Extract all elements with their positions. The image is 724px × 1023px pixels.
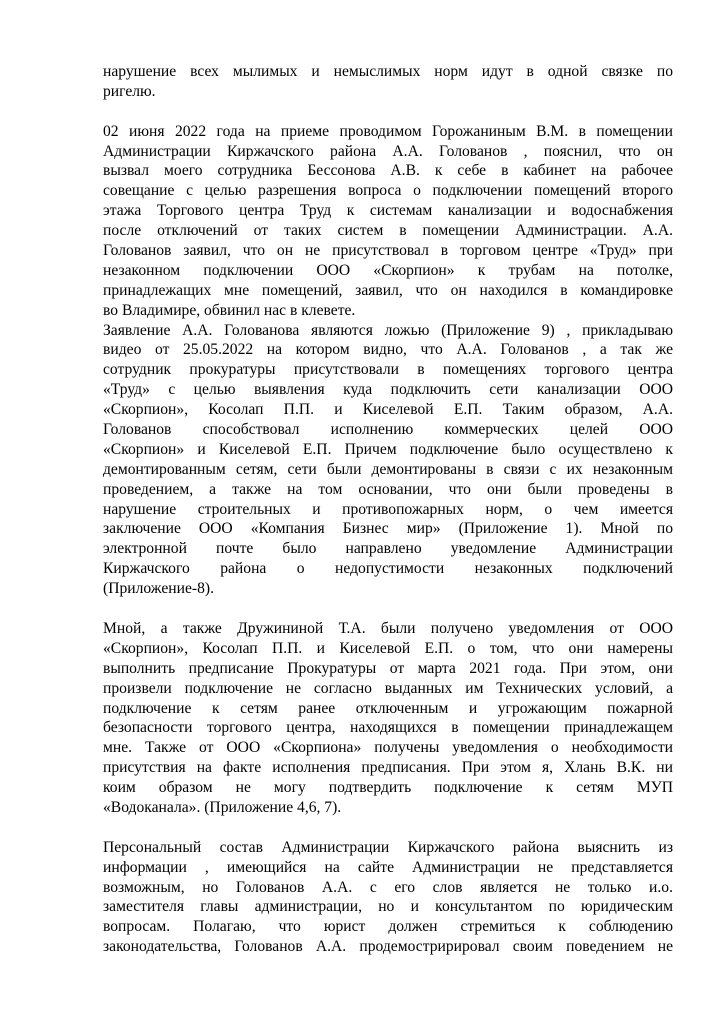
text-line: нарушение всех мылимых и немыслимых норм идут в одной связке по: [103, 63, 673, 80]
text-line: коим образом не могу подтвердить подключение к сетям МУП: [103, 779, 673, 797]
text-line: вопросам. Полагаю, что юрист должен стремиться к соблюдению: [103, 918, 673, 936]
paragraph-gap: [103, 599, 673, 619]
text-line: заместителя главы администрации, но и консультантом по юридическим: [103, 898, 673, 916]
text-line: «Скорпион», Косолап П.П. и Киселевой Е.П. о том, что они намерены: [103, 639, 673, 657]
paragraph: [103, 62, 673, 102]
text-line: сотрудник прокуратуры присутствовали в помещениях торгового центра: [103, 361, 673, 379]
paragraph-gap: [103, 102, 673, 122]
text-line: мне. Также от ООО «Скорпиона» получены уведомления о необходимости: [103, 739, 673, 757]
paragraph: [103, 838, 673, 957]
document-page: [103, 62, 673, 957]
paragraph-gap: [103, 818, 673, 838]
text-line: Голованов заявил, что он не присутствовал в торговом центре «Труд» при: [103, 242, 673, 260]
text-line: после отключений от таких систем в помещении Администрации. А.А.: [103, 222, 673, 240]
text-line: «Скорпион» и Киселевой Е.П. Причем подключение было осуществлено к: [103, 440, 673, 458]
paragraph: [103, 122, 673, 599]
text-line: электронной почте было направлено уведомление Администрации: [103, 540, 673, 558]
text-line: проведением, а также на том основании, что они были проведены в: [103, 480, 673, 498]
text-line: незаконном подключении ООО «Скорпион» к трубам на потолке,: [103, 261, 673, 279]
text-line: подключение к сетям ранее отключенным и угрожающим пожарной: [103, 699, 673, 717]
text-line: (Приложение-8).: [103, 580, 214, 598]
text-line: 02 июня 2022 года на приеме проводимом Горожаниным В.М. в помещении: [103, 122, 673, 140]
text-line: информации , имеющийся на сайте Администрации не представляется: [103, 858, 673, 876]
text-line: Персональный состав Администрации Киржачского района выяснить из: [103, 838, 673, 856]
text-line: «Скорпион», Косолап П.П. и Киселевой Е.П. Таким образом, А.А.: [103, 401, 673, 419]
text-line: ригелю.: [103, 82, 156, 100]
text-line: нарушение строительных и противопожарных норм, о чем имеется: [103, 500, 673, 518]
paragraph: [103, 619, 673, 818]
text-line: этажа Торгового центра Труд к системам канализации и водоснабжения: [103, 202, 673, 220]
text-line: «Водоканала». (Приложение 4,6, 7).: [103, 798, 342, 816]
text-line: демонтированным сетям, сети были демонтированы в связи с их незаконным: [103, 460, 673, 478]
text-line: совещание с целью разрешения вопроса о подключении помещений второго: [103, 182, 673, 200]
text-line: вызвал моего сотрудника Бессонова А.В. к себе в кабинет на рабочее: [103, 162, 673, 180]
text-line: Мной, а также Дружининой Т.А. были получено уведомления от ООО: [103, 619, 673, 637]
text-line: видео от 25.05.2022 на котором видно, что А.А. Голованов , а так же: [103, 341, 673, 359]
text-line: Администрации Киржачского района А.А. Голованов , пояснил, что он: [103, 142, 673, 160]
text-line: Голованов способствовал исполнению коммерческих целей ООО: [103, 421, 673, 439]
text-line: безопасности торгового центра, находящихся в помещении принадлежащем: [103, 719, 673, 737]
text-line: присутствия на факте исполнения предписания. При этом я, Хлань В.К. ни: [103, 759, 673, 777]
text-line: «Труд» с целью выявления куда подключить сети канализации ООО: [103, 381, 673, 399]
text-line: во Владимире, обвинил нас в клевете.: [103, 301, 356, 319]
text-line: Заявление А.А. Голованова являются ложью (Приложение 9) , прикладываю: [103, 321, 673, 339]
text-line: принадлежащих мне помещений, заявил, что он находился в командировке: [103, 281, 673, 299]
text-line: законодательства, Голованов А.А. продемостририровал своим поведением не: [103, 938, 673, 956]
text-line: произвели подключение не согласно выданных им Технических условий, а: [103, 679, 673, 697]
text-line: возможным, но Голованов А.А. с его слов является не только и.о.: [103, 878, 673, 896]
text-line: Киржачского района о недопустимости незаконных подключений: [103, 560, 673, 578]
text-line: заключение ООО «Компания Бизнес мир» (Приложение 1). Мной по: [103, 520, 673, 538]
text-line: выполнить предписание Прокуратуры от марта 2021 года. При этом, они: [103, 659, 673, 677]
